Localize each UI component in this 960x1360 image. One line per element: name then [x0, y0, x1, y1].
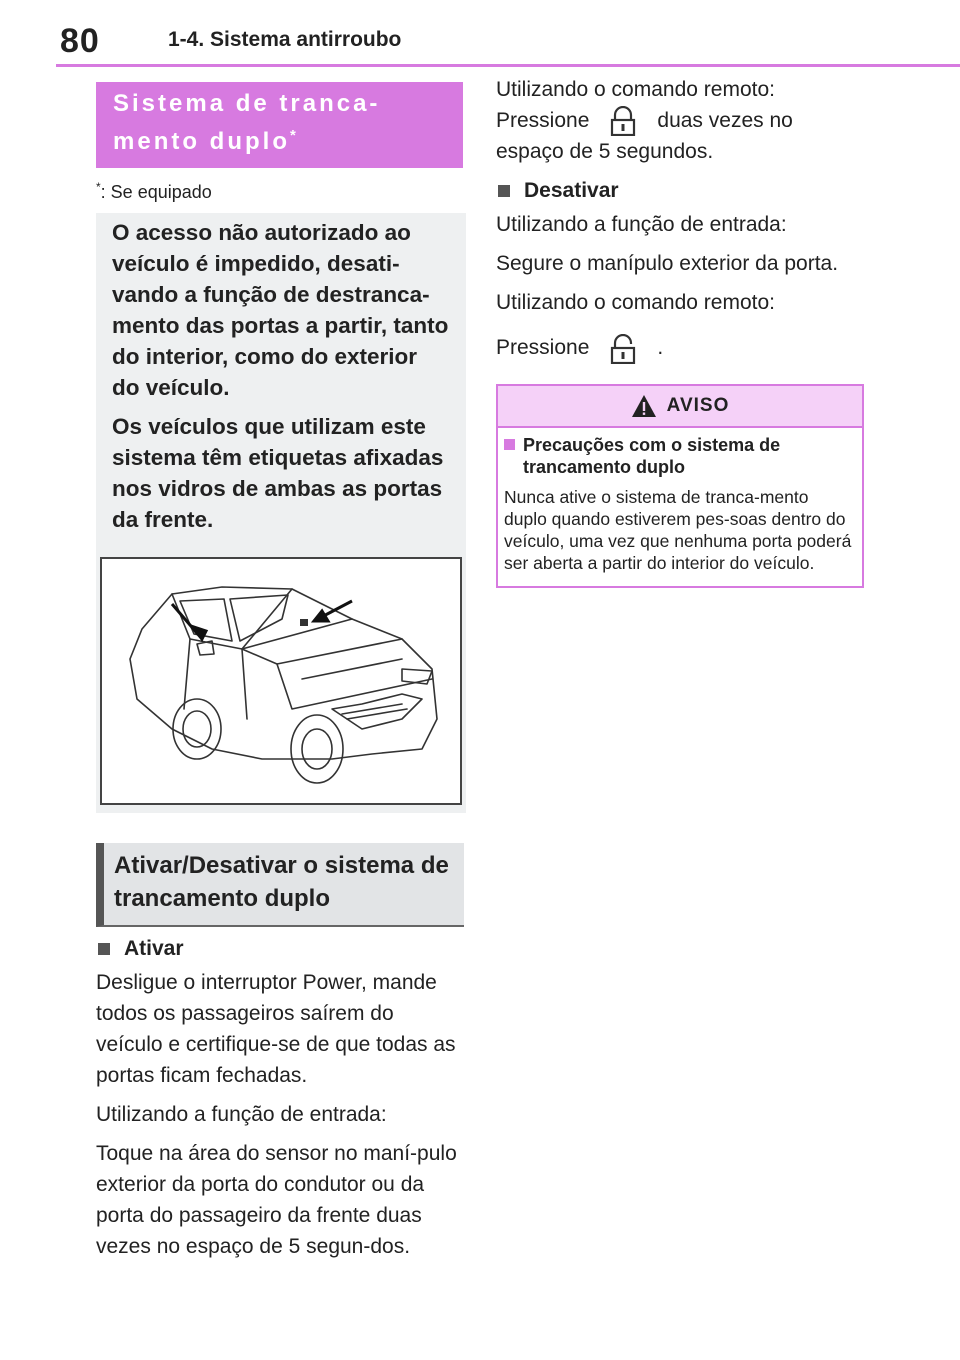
deactivate-title: Desativar [524, 179, 619, 203]
footnote-text: : Se equipado [100, 182, 212, 202]
deactivate-paragraph-2: Segure o manípulo exterior da porta. [496, 252, 839, 276]
activate-paragraph-1: Desligue o interruptor Power, mande todos os passageiros saírem do veículo e certifique-se de que todas as portas ficam fechadas. [96, 971, 456, 1087]
footnote [96, 180, 466, 203]
square-bullet-icon [98, 943, 110, 955]
warning-header [498, 386, 862, 428]
header-divider [56, 64, 960, 67]
warning-title: AVISO [666, 394, 730, 416]
unlock-icon [605, 334, 641, 364]
heading-line1: Sistema de tranca- [113, 90, 381, 117]
press-text: Pressione [496, 336, 590, 360]
warning-subheading-text: Precauções com o sistema de trancamento duplo [523, 434, 781, 477]
deactivate-paragraph-1: Utilizando a função de entrada: [496, 213, 787, 237]
car-illustration [100, 557, 462, 805]
deactivate-heading [496, 179, 866, 203]
heading-asterisk: * [289, 127, 299, 144]
warning-triangle-icon [631, 394, 657, 418]
deactivate-paragraph-4 [496, 332, 866, 363]
chapter-title: 1-4. Sistema antirroubo [168, 28, 402, 51]
page-number: 80 [60, 22, 100, 60]
square-bullet-icon [498, 185, 510, 197]
activate-heading [96, 937, 466, 961]
right-column [496, 74, 866, 588]
activate-title: Ativar [124, 937, 184, 960]
activate-paragraph-4: Utilizando o comando remoto: [496, 78, 775, 101]
car-drawing [102, 559, 460, 799]
info-paragraph-1: O acesso não autorizado ao veículo é impedido, desati-vando a função de destranca-mento das portas a partir, tanto do interior, como do exterior do veículo. [112, 220, 449, 400]
section-heading-double-lock [96, 82, 463, 168]
deactivate-paragraph-3: Utilizando o comando remoto: [496, 291, 775, 315]
warning-box [496, 384, 864, 588]
heading-line2: mento duplo [113, 128, 290, 155]
press-suffix: duas vezes no espaço de 5 segundos. [496, 109, 793, 164]
info-paragraph-2: Os veículos que utilizam este sistema têm etiquetas afixadas nos vidros de ambas as portas da frente. [112, 414, 444, 532]
warning-body [498, 428, 862, 586]
activate-paragraph-3: Toque na área do sensor no maní-pulo exterior da porta do condutor ou da porta do passageiro da frente duas vezes no espaço de 5 segun-dos. [96, 1142, 457, 1258]
activate-paragraph-2: Utilizando a função de entrada: [96, 1103, 387, 1126]
section-heading-activate-deactivate: Ativar/Desativar o sistema de trancamento duplo [96, 843, 464, 927]
press-text: Pressione [496, 109, 590, 132]
press-suffix: . [657, 336, 664, 360]
activate-paragraph-5 [496, 105, 866, 167]
lock-icon [605, 106, 641, 136]
left-column [96, 82, 466, 1262]
warning-text: Nunca ative o sistema de tranca-mento duplo quando estiverem pes-soas dentro do veículo, uma vez que nenhuma porta poderá ser aberta a partir do interior do veículo. [504, 486, 852, 573]
info-box [96, 213, 466, 813]
footnote-mark: * [96, 180, 101, 194]
warning-subheading [504, 434, 852, 478]
pink-bullet-icon [504, 439, 515, 450]
window-label [300, 619, 308, 626]
